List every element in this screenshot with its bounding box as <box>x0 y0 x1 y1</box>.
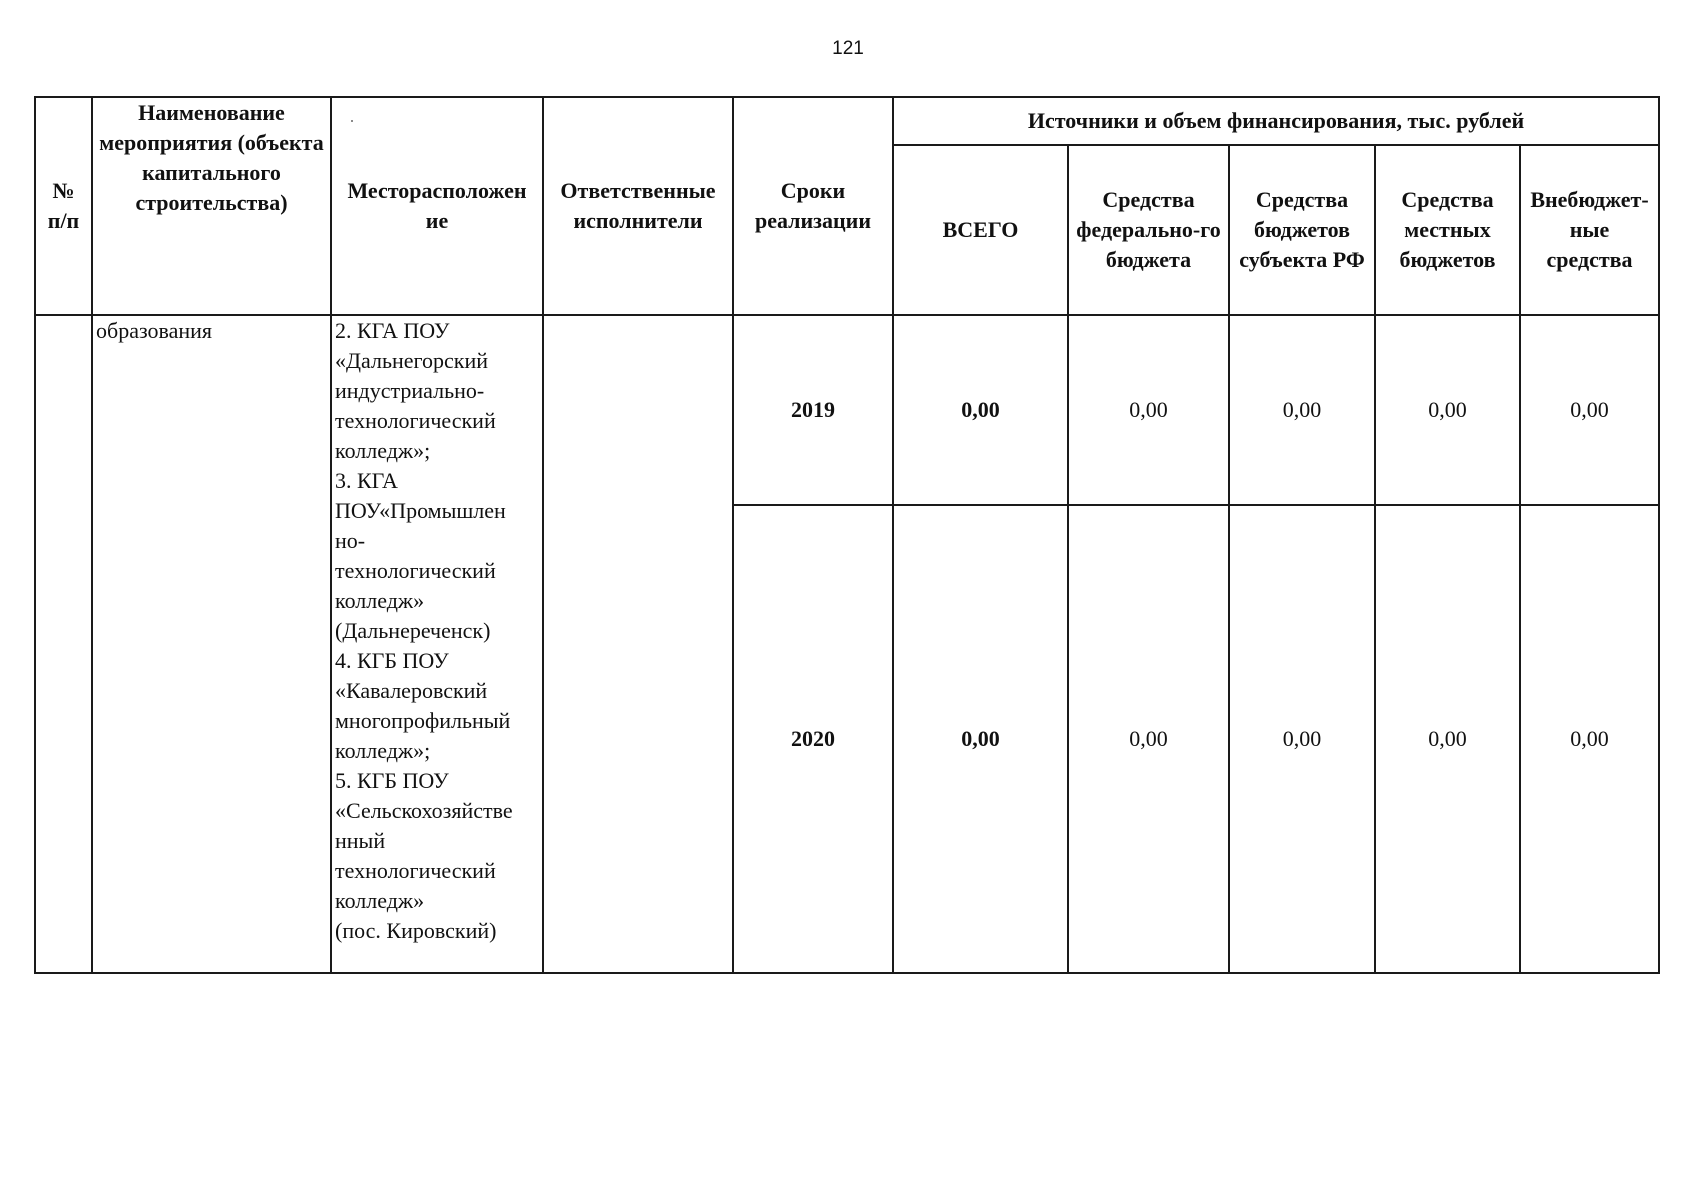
header-name: Наименование мероприятия (объекта капитального строительства) <box>92 97 331 315</box>
header-sources-group: Источники и объем финансирования, тыс. рублей <box>893 97 1659 145</box>
cell-name: образования <box>92 315 331 973</box>
header-responsible: Ответственные исполнители <box>543 97 733 315</box>
header-extra-budget: Внебюджет-ные средства <box>1520 145 1659 315</box>
cell-federal: 0,00 <box>1068 505 1229 973</box>
cell-year: 2019 <box>733 315 893 505</box>
header-federal: Средства федерально-го бюджета <box>1068 145 1229 315</box>
cell-regional: 0,00 <box>1229 315 1375 505</box>
cell-local: 0,00 <box>1375 315 1520 505</box>
header-total: ВСЕГО <box>893 145 1068 315</box>
header-row-1 <box>35 97 1659 145</box>
cell-federal: 0,00 <box>1068 315 1229 505</box>
header-num: № п/п <box>35 97 92 315</box>
header-period: Сроки реализации <box>733 97 893 315</box>
cell-total: 0,00 <box>893 505 1068 973</box>
cell-year: 2020 <box>733 505 893 973</box>
table-row-2019 <box>35 315 1659 505</box>
cell-extra-budget: 0,00 <box>1520 315 1659 505</box>
cell-regional: 0,00 <box>1229 505 1375 973</box>
cell-local: 0,00 <box>1375 505 1520 973</box>
header-location: Месторасположен ие <box>331 97 543 315</box>
header-local: Средства местных бюджетов <box>1375 145 1520 315</box>
cell-num <box>35 315 92 973</box>
page-number: 121 <box>832 38 864 59</box>
financing-table <box>34 96 1660 974</box>
header-regional: Средства бюджетов субъекта РФ <box>1229 145 1375 315</box>
cell-extra-budget: 0,00 <box>1520 505 1659 973</box>
cell-total: 0,00 <box>893 315 1068 505</box>
cell-responsible <box>543 315 733 973</box>
cell-location: 2. КГА ПОУ «Дальнегорский индустриально- технологический колледж»; 3. КГА ПОУ«Промышлен но- технологический колледж» (Дальнереченск) 4. КГБ ПОУ «Кавалеровский многопрофильный колледж»; 5. КГБ ПОУ «Сельскохозяйстве нный технологический колледж» (пос. Кировский) <box>331 315 543 973</box>
